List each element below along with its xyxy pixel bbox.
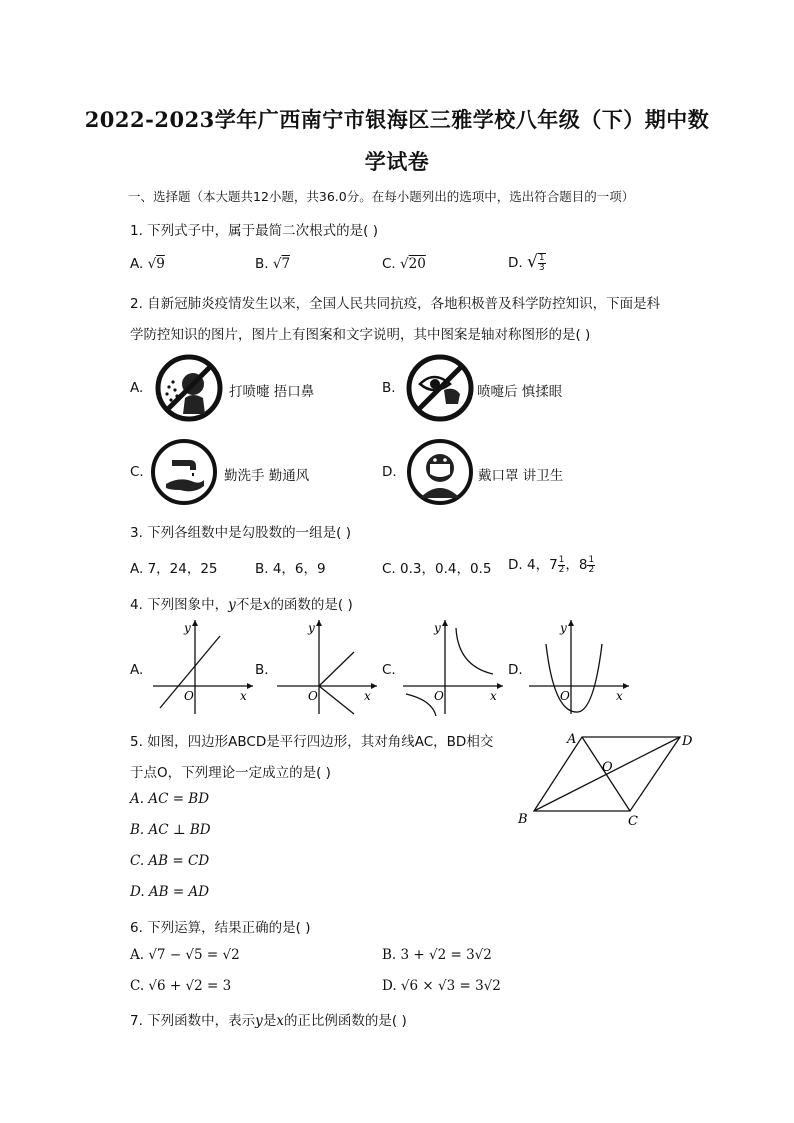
svg-text:y: y [434, 621, 441, 635]
q1-c-label: C. [382, 256, 396, 272]
q4-d-label: D. [508, 662, 523, 678]
q5-stem-line1: 5. 如图，四边形ABCD是平行四边形，其对角线AC，BD相交 [130, 734, 494, 750]
q2-a-label: A. [130, 380, 144, 396]
q1-b-label: B. [255, 256, 269, 272]
sqrt-icon: √ [272, 256, 282, 272]
q1-b-radicand: 7 [281, 256, 291, 272]
svg-text:C: C [628, 814, 638, 829]
no-eye-rub-icon [406, 354, 474, 422]
graph-a-diagonal-line [148, 616, 258, 716]
q6-option-d: D. √6 × √3 = 3√2 [382, 978, 501, 994]
q1-d-fraction: $\frac{1}{3}$ [538, 253, 545, 273]
q2-d-label: D. [382, 464, 397, 480]
svg-text:x: x [364, 689, 371, 703]
q3-d-fraction2: $\frac{1}{2}$ [588, 554, 595, 575]
q1-option-b [255, 256, 290, 272]
q4-a-label: A. [130, 662, 144, 678]
q6-option-b: B. 3 + √2 = 3√2 [382, 947, 492, 963]
graph-b-rays [272, 616, 382, 716]
q1-c-radicand: 20 [408, 256, 426, 272]
q2-stem-line1: 2. 自新冠肺炎疫情发生以来，全国人民共同抗疫，各地积极普及科学防控知识，下面是科 [130, 296, 661, 312]
svg-text:y: y [184, 621, 191, 635]
exam-title-line1: 2022-2023学年广西南宁市银海区三雅学校八年级（下）期中数 [84, 107, 710, 132]
q3-d-fraction1: $\frac{1}{2}$ [558, 554, 565, 575]
q4-b-label: B. [255, 662, 269, 678]
q2-b-label: B. [382, 380, 396, 396]
sqrt-icon: √ [526, 252, 538, 272]
q1-option-d [508, 252, 546, 273]
svg-text:A: A [567, 732, 577, 747]
section-heading: 一、选择题（本大题共12小题，共36.0分。在每小题列出的选项中，选出符合题目的一项） [128, 189, 635, 204]
svg-text:y: y [308, 621, 315, 635]
q5-option-c: C. AB = CD [130, 853, 210, 869]
q1-stem: 1. 下列式子中，属于最简二次根式的是( ) [130, 223, 378, 239]
q2-b-caption: 喷嚏后 慎揉眼 [477, 384, 563, 400]
svg-text:B: B [518, 812, 528, 827]
face-mask-icon [406, 438, 474, 506]
q2-c-caption: 勤洗手 勤通风 [224, 468, 310, 484]
q7-stem: 7. 下列函数中，表示y是x的正比例函数的是( ) [130, 1013, 407, 1029]
svg-text:O: O [560, 689, 570, 703]
exam-title-line2: 学试卷 [364, 149, 430, 174]
parallelogram-figure [510, 725, 700, 830]
q3-option-b: B. 4，6，9 [255, 561, 326, 577]
svg-text:x: x [490, 689, 497, 703]
svg-text:D: D [682, 734, 693, 749]
svg-text:O: O [308, 689, 318, 703]
q3-option-a: A. 7，24，25 [130, 561, 218, 577]
q4-stem: 4. 下列图象中，y不是x的函数的是( ) [130, 597, 353, 613]
sqrt-icon: √ [147, 256, 157, 272]
q3-option-c: C. 0.3，0.4，0.5 [382, 561, 492, 577]
q5-option-d: D. AB = AD [130, 884, 210, 900]
svg-text:O: O [184, 689, 194, 703]
sqrt-icon: √ [400, 256, 409, 272]
q2-stem-line2: 学防控知识的图片，图片上有图案和文字说明，其中图案是轴对称图形的是( ) [130, 327, 591, 343]
svg-text:O: O [434, 689, 444, 703]
q5-option-b: B. AC ⊥ BD [130, 822, 211, 838]
q3-stem: 3. 下列各组数中是勾股数的一组是( ) [130, 525, 351, 541]
q1-option-a [130, 256, 165, 272]
graph-d-parabola [524, 616, 634, 716]
q2-a-caption: 打喷嚏 捂口鼻 [229, 384, 315, 400]
q2-d-caption: 戴口罩 讲卫生 [478, 468, 564, 484]
graph-c-hyperbola [398, 616, 508, 716]
q1-a-label: A. [130, 256, 144, 272]
q4-c-label: C. [382, 662, 396, 678]
svg-text:y: y [560, 621, 567, 635]
svg-text:x: x [240, 689, 247, 703]
q3-option-d: D. 4，7 $\frac{1}{2}$ ，8 $\frac{1}{2}$ [508, 554, 595, 575]
svg-text:x: x [616, 689, 623, 703]
svg-text:O: O [602, 760, 613, 775]
q2-c-label: C. [130, 464, 144, 480]
q1-option-c [382, 256, 426, 272]
sneeze-cover-icon [155, 354, 223, 422]
q5-stem-line2: 于点O，下列理论一定成立的是( ) [130, 765, 331, 781]
q6-stem: 6. 下列运算，结果正确的是( ) [130, 920, 311, 936]
q1-a-radicand: 9 [156, 256, 165, 272]
hand-washing-icon [150, 438, 218, 506]
q5-option-a: A. AC = BD [130, 791, 210, 807]
q6-option-c: C. √6 + √2 = 3 [130, 978, 232, 994]
q1-d-label: D. [508, 255, 523, 271]
q6-option-a: A. √7 − √5 = √2 [130, 947, 240, 963]
